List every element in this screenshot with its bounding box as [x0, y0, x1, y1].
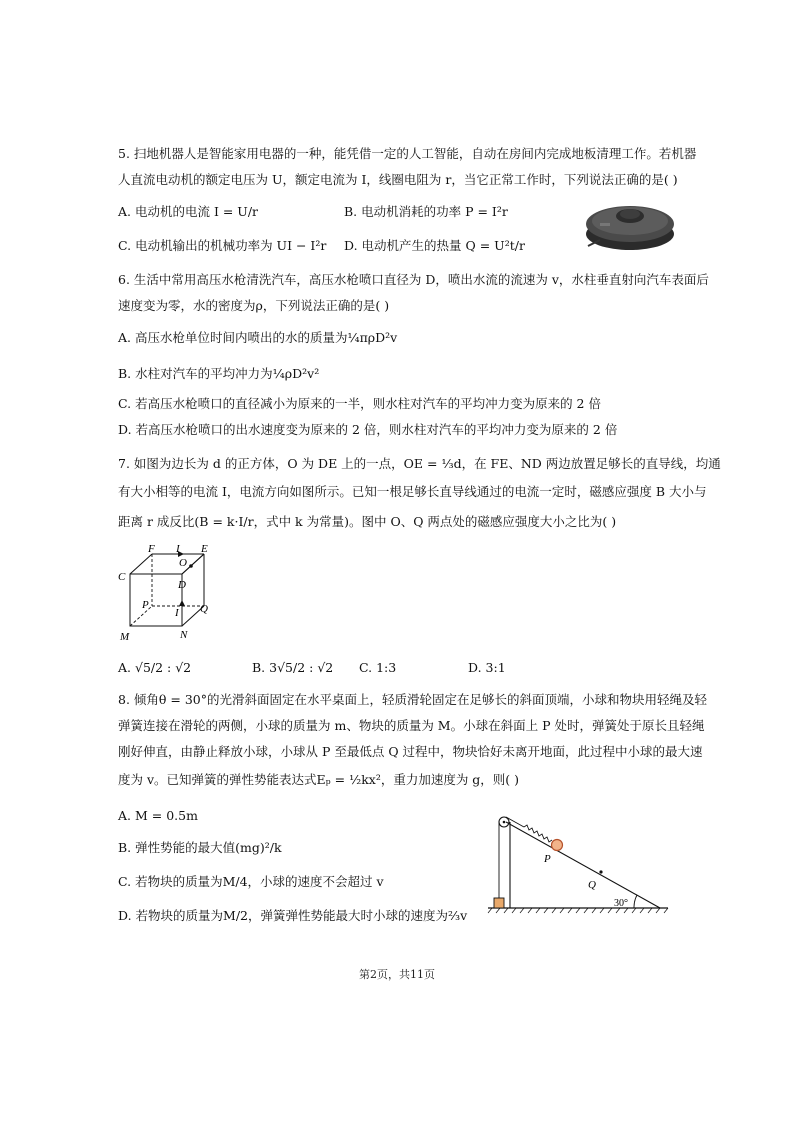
label-P: P [142, 599, 149, 611]
q7-option-d: D. 3:1 [468, 660, 506, 675]
q6-option-b: B. 水柱对汽车的平均冲力为¼ρD²v² [118, 366, 320, 381]
label-E: E [201, 543, 208, 555]
robot-vacuum-image [582, 190, 678, 256]
q5-option-a: A. 电动机的电流 I = U/r [118, 204, 259, 219]
label-I-mid: I [175, 607, 179, 619]
q7-option-a: A. √5/2 : √2 [118, 660, 192, 675]
q7-option-c: C. 1:3 [359, 660, 397, 675]
q7-stem-line-1: 7. 如图为边长为 d 的正方体，O 为 DE 上的一点，OE = ⅓d，在 FE、ND 两边放置足够长的直导线，均通 [118, 456, 721, 471]
q5-stem-line-1: 5. 扫地机器人是智能家用电器的一种，能凭借一定的人工智能，自动在房间内完成地板清理工作。若机器 [118, 146, 697, 161]
q5-option-d: D. 电动机产生的热量 Q = U²t/r [344, 238, 525, 253]
label-D: D [178, 579, 186, 591]
q6-stem-line-2: 速度变为零，水的密度为ρ，下列说法正确的是( ) [118, 298, 390, 313]
q8-stem-line-3: 刚好伸直，由静止释放小球，小球从 P 至最低点 Q 过程中，物块恰好未离开地面，此过程中小球的最大速 [118, 744, 703, 759]
q8-option-d: D. 若物块的质量为M/2，弹簧弹性势能最大时小球的速度为⅔v [118, 908, 468, 923]
label-F: F [148, 543, 155, 555]
ball-m [552, 840, 563, 851]
label-angle: 30° [614, 898, 628, 909]
label-Q-incline: Q [588, 879, 596, 891]
label-N: N [180, 629, 188, 641]
label-C: C [118, 571, 126, 583]
q7-stem-line-2: 有大小相等的电流 I，电流方向如图所示。已知一根足够长直导线通过的电流一定时，磁感应强度 B 大小与 [118, 484, 707, 499]
q8-option-c: C. 若物块的质量为M/4，小球的速度不会超过 v [118, 874, 384, 889]
current-arrow-ND [179, 600, 185, 606]
point-O [189, 564, 193, 568]
page-footer: 第2页，共11页 [359, 968, 435, 981]
q8-stem-line-4: 度为 v。已知弹簧的弹性势能表达式Eₚ = ½kx²，重力加速度为 g，则( ) [118, 772, 520, 787]
q5-stem-line-2: 人直流电动机的额定电压为 U，额定电流为 I，线圈电阻为 r，当它正常工作时，下列说法正确的是( ) [118, 172, 678, 187]
label-Q: Q [200, 603, 208, 615]
angle-arc [634, 895, 637, 908]
q8-option-a: A. M = 0.5m [118, 808, 198, 823]
label-P-incline: P [544, 853, 551, 865]
q5-option-c: C. 电动机输出的机械功率为 UI − I²r [118, 238, 327, 253]
q6-option-c: C. 若高压水枪喷口的直径减小为原来的一半，则水柱对汽车的平均冲力变为原来的 2 倍 [118, 396, 601, 411]
q8-stem-line-2: 弹簧连接在滑轮的两侧，小球的质量为 m、物块的质量为 M。小球在斜面上 P 处时，弹簧处于原长且轻绳 [118, 718, 705, 733]
q6-option-d: D. 若高压水枪喷口的出水速度变为原来的 2 倍，则水柱对汽车的平均冲力变为原来的 2 倍 [118, 422, 618, 437]
q8-stem-line-1: 8. 倾角θ = 30°的光滑斜面固定在水平桌面上，轻质滑轮固定在足够长的斜面顶端，小球和物块用轻绳及轻 [118, 692, 708, 707]
q8-option-b: B. 弹性势能的最大值(mg)²/k [118, 840, 282, 855]
q7-stem-line-3: 距离 r 成反比(B = k·I/r，式中 k 为常量)。图中 O、Q 两点处的磁感应强度大小之比为( ) [118, 514, 617, 529]
point-Q [599, 870, 602, 873]
q6-option-a: A. 高压水枪单位时间内喷出的水的质量为¼πρD²v [118, 330, 398, 345]
incline-figure [484, 812, 670, 916]
block-M [494, 898, 504, 908]
q5-option-b: B. 电动机消耗的功率 P = I²r [344, 204, 508, 219]
cube-figure [112, 544, 222, 646]
label-O: O [179, 557, 187, 569]
q6-stem-line-1: 6. 生活中常用高压水枪清洗汽车，高压水枪喷口直径为 D，喷出水流的流速为 v，水柱垂直射向汽车表面后 [118, 272, 709, 287]
label-M: M [120, 631, 130, 643]
q7-option-b: B. 3√5/2 : √2 [252, 660, 334, 675]
label-I-top: I [176, 543, 180, 555]
